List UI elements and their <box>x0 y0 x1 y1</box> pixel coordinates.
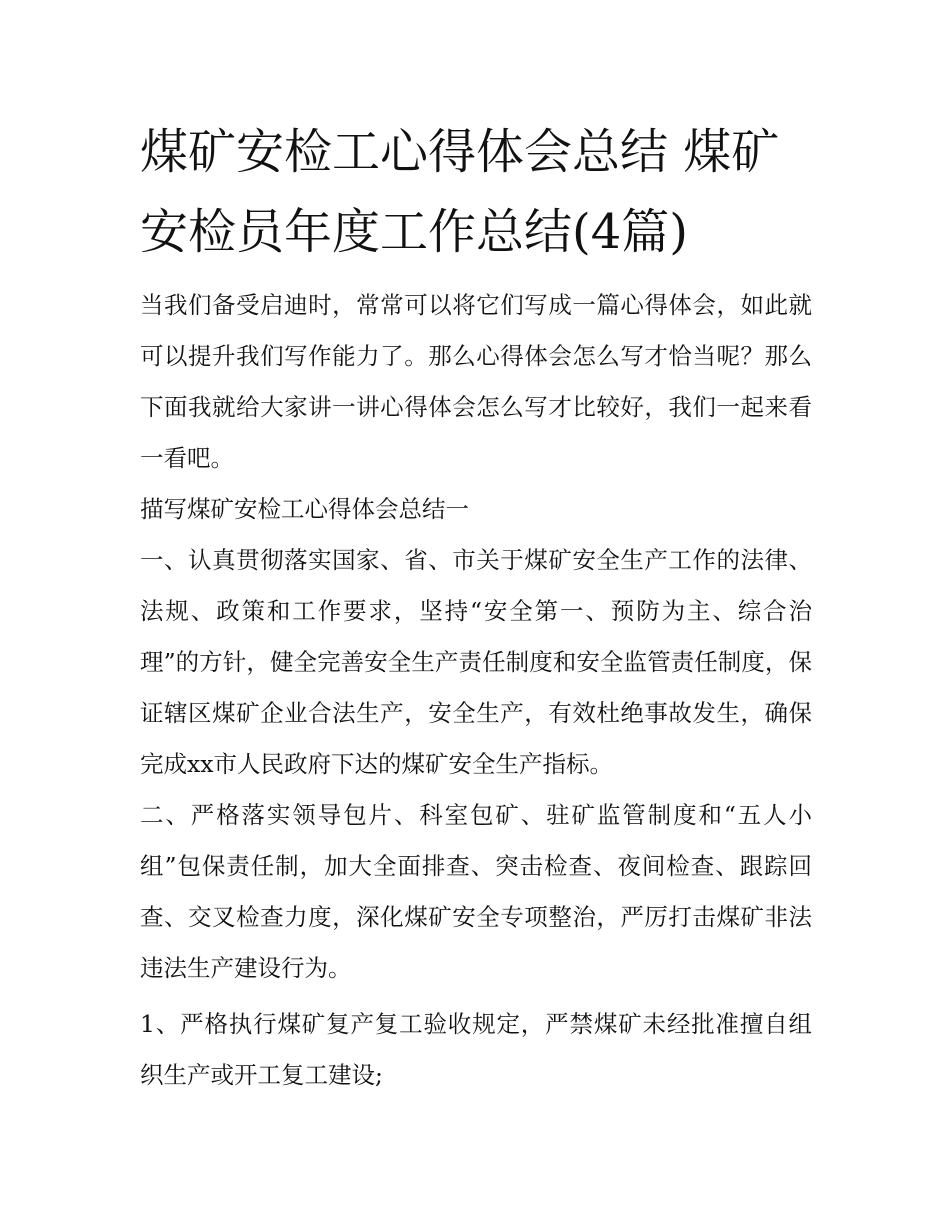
section-two-paragraph: 二、严格落实领导包片、科室包矿、驻矿监管制度和“五人小组”包保责任制，加大全面排查、突击检查、夜间检查、跟踪回查、交叉检查力度，深化煤矿安全专项整治，严厉打击煤矿非法违法生产建设行为。 <box>140 801 812 982</box>
section-one-paragraph: 一、认真贯彻落实国家、省、市关于煤矿安全生产工作的法律、法规、政策和工作要求，坚持“安全第一、预防为主、综合治理”的方针，健全完善安全生产责任制度和安全监管责任制度，保证辖区煤矿企业合法生产，安全生产，有效杜绝事故发生，确保完成xx市人民政府下达的煤矿安全生产指标。 <box>140 546 812 778</box>
document-title: 煤矿安检工心得体会总结 煤矿安检员年度工作总结(4篇) <box>140 124 780 260</box>
document-page <box>140 112 812 1101</box>
item-one-paragraph: 1、严格执行煤矿复产复工验收规定，严禁煤矿未经批准擅自组织生产或开工复工建设; <box>140 1010 812 1089</box>
intro-paragraph: 当我们备受启迪时，常常可以将它们写成一篇心得体会，如此就可以提升我们写作能力了。那么心得体会怎么写才恰当呢？那么下面我就给大家讲一讲心得体会怎么写才比较好，我们一起来看一看吧。 <box>140 291 812 472</box>
section-heading: 描写煤矿安检工心得体会总结一 <box>140 495 469 523</box>
